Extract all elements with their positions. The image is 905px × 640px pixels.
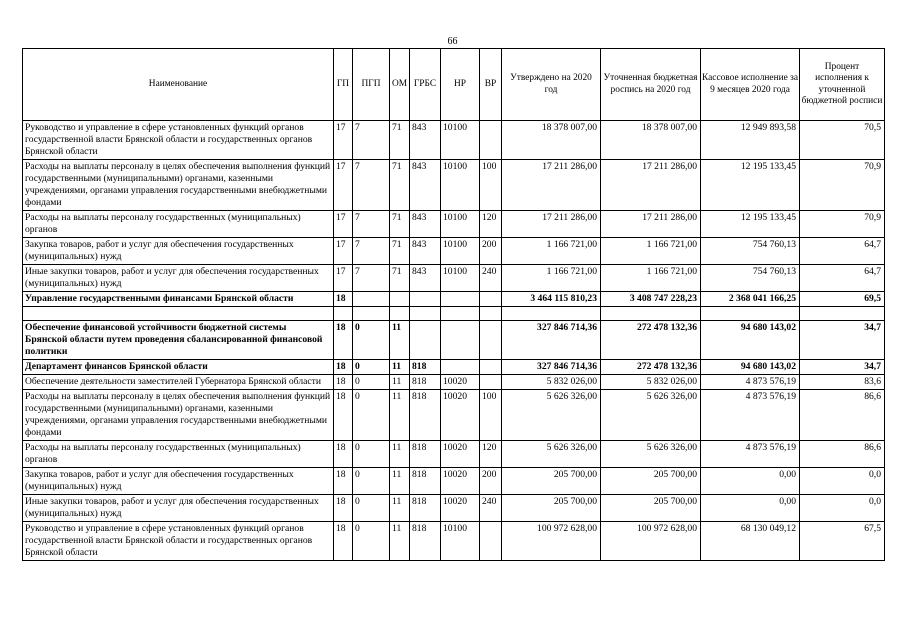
table-row bbox=[23, 522, 885, 561]
cell-om: 11 bbox=[390, 468, 410, 495]
table-row bbox=[23, 441, 885, 468]
cell-vr bbox=[480, 522, 502, 561]
cell-name: Иные закупки товаров, работ и услуг для обеспечения государственных (муниципальных) нужд bbox=[23, 495, 334, 522]
cell-pgp: 7 bbox=[353, 265, 390, 292]
cell-pgp: 7 bbox=[353, 121, 390, 160]
table-row bbox=[23, 211, 885, 238]
cell-grbs: 843 bbox=[410, 160, 441, 211]
col-header-gp: ГП bbox=[334, 49, 353, 121]
cell-name: Руководство и управление в сфере установленных функций органов государственной власти Брянской области и государственных органов Брянской области bbox=[23, 522, 334, 561]
cell-vr bbox=[480, 360, 502, 375]
page-number: 66 bbox=[447, 36, 458, 47]
cell-nr: 10100 bbox=[441, 160, 480, 211]
cell-percent: 64,7 bbox=[800, 238, 885, 265]
cell-om bbox=[390, 292, 410, 307]
cell-om: 71 bbox=[390, 265, 410, 292]
cell-approved: 5 626 326,00 bbox=[502, 441, 601, 468]
cell-name: Расходы на выплаты персоналу в целях обеспечения выполнения функций государственными (муниципальными) органами, казенными учреждениями, органами управления государственными внебюджетными фондами bbox=[23, 160, 334, 211]
cell-name: Департамент финансов Брянской области bbox=[23, 360, 334, 375]
cell-om: 71 bbox=[390, 121, 410, 160]
cell-gp: 18 bbox=[334, 360, 353, 375]
cell-pgp: 0 bbox=[353, 441, 390, 468]
cell-grbs: 843 bbox=[410, 238, 441, 265]
cell-nr bbox=[441, 307, 480, 321]
cell-nr: 10100 bbox=[441, 238, 480, 265]
cell-vr: 120 bbox=[480, 441, 502, 468]
cell-cash: 0,00 bbox=[701, 468, 800, 495]
cell-approved: 205 700,00 bbox=[502, 468, 601, 495]
col-header-approved: Утверждено на 2020 год bbox=[502, 49, 601, 121]
cell-gp: 17 bbox=[334, 238, 353, 265]
cell-pgp: 7 bbox=[353, 160, 390, 211]
cell-refined: 3 408 747 228,23 bbox=[601, 292, 701, 307]
cell-cash: 4 873 576,19 bbox=[701, 390, 800, 441]
cell-name: Закупка товаров, работ и услуг для обеспечения государственных (муниципальных) нужд bbox=[23, 468, 334, 495]
cell-percent: 83,6 bbox=[800, 375, 885, 390]
cell-percent: 70,9 bbox=[800, 160, 885, 211]
cell-nr: 10020 bbox=[441, 441, 480, 468]
cell-approved: 5 626 326,00 bbox=[502, 390, 601, 441]
cell-percent: 70,5 bbox=[800, 121, 885, 160]
cell-refined: 5 626 326,00 bbox=[601, 390, 701, 441]
cell-approved: 17 211 286,00 bbox=[502, 211, 601, 238]
col-header-vr: ВР bbox=[480, 49, 502, 121]
cell-cash: 754 760,13 bbox=[701, 265, 800, 292]
cell-refined: 5 832 026,00 bbox=[601, 375, 701, 390]
cell-refined: 100 972 628,00 bbox=[601, 522, 701, 561]
cell-gp: 18 bbox=[334, 522, 353, 561]
cell-percent: 64,7 bbox=[800, 265, 885, 292]
cell-refined: 5 626 326,00 bbox=[601, 441, 701, 468]
cell-refined bbox=[601, 307, 701, 321]
cell-om: 11 bbox=[390, 375, 410, 390]
cell-name: Расходы на выплаты персоналу в целях обеспечения выполнения функций государственными (муниципальными) органами, казенными учреждениями, органами управления государственными внебюджетными фондами bbox=[23, 390, 334, 441]
cell-om: 11 bbox=[390, 495, 410, 522]
table-row bbox=[23, 238, 885, 265]
cell-pgp bbox=[353, 307, 390, 321]
budget-table bbox=[22, 48, 885, 561]
cell-nr: 10100 bbox=[441, 522, 480, 561]
cell-pgp: 7 bbox=[353, 238, 390, 265]
cell-gp: 18 bbox=[334, 441, 353, 468]
cell-vr: 200 bbox=[480, 468, 502, 495]
cell-gp: 18 bbox=[334, 495, 353, 522]
col-header-percent: Процент исполнения к уточненной бюджетной росписи bbox=[800, 49, 885, 121]
col-header-pgp: ПГП bbox=[353, 49, 390, 121]
cell-name: Управление государственными финансами Брянской области bbox=[23, 292, 334, 307]
cell-percent: 69,5 bbox=[800, 292, 885, 307]
cell-cash: 68 130 049,12 bbox=[701, 522, 800, 561]
cell-om: 71 bbox=[390, 160, 410, 211]
table-row bbox=[23, 321, 885, 360]
cell-pgp: 0 bbox=[353, 321, 390, 360]
cell-approved: 205 700,00 bbox=[502, 495, 601, 522]
cell-vr: 120 bbox=[480, 211, 502, 238]
cell-pgp: 0 bbox=[353, 495, 390, 522]
cell-approved: 1 166 721,00 bbox=[502, 238, 601, 265]
cell-om: 71 bbox=[390, 238, 410, 265]
cell-percent: 86,6 bbox=[800, 390, 885, 441]
cell-cash: 94 680 143,02 bbox=[701, 321, 800, 360]
cell-cash: 754 760,13 bbox=[701, 238, 800, 265]
cell-name: Расходы на выплаты персоналу государственных (муниципальных) органов bbox=[23, 211, 334, 238]
cell-nr: 10100 bbox=[441, 121, 480, 160]
cell-nr bbox=[441, 321, 480, 360]
table-row bbox=[23, 265, 885, 292]
cell-percent: 86,6 bbox=[800, 441, 885, 468]
cell-nr: 10100 bbox=[441, 265, 480, 292]
cell-grbs bbox=[410, 321, 441, 360]
cell-gp: 17 bbox=[334, 160, 353, 211]
cell-refined: 205 700,00 bbox=[601, 495, 701, 522]
cell-approved: 5 832 026,00 bbox=[502, 375, 601, 390]
cell-om: 71 bbox=[390, 211, 410, 238]
cell-percent: 67,5 bbox=[800, 522, 885, 561]
cell-percent: 0,0 bbox=[800, 495, 885, 522]
cell-om bbox=[390, 307, 410, 321]
cell-vr: 240 bbox=[480, 495, 502, 522]
cell-pgp: 7 bbox=[353, 211, 390, 238]
cell-name: Иные закупки товаров, работ и услуг для обеспечения государственных (муниципальных) нужд bbox=[23, 265, 334, 292]
col-header-cash: Кассовое исполнение за 9 месяцев 2020 года bbox=[701, 49, 800, 121]
table-row bbox=[23, 360, 885, 375]
cell-name: Закупка товаров, работ и услуг для обеспечения государственных (муниципальных) нужд bbox=[23, 238, 334, 265]
cell-grbs bbox=[410, 292, 441, 307]
cell-gp: 18 bbox=[334, 292, 353, 307]
cell-approved: 18 378 007,00 bbox=[502, 121, 601, 160]
cell-vr bbox=[480, 375, 502, 390]
cell-pgp: 0 bbox=[353, 390, 390, 441]
cell-vr bbox=[480, 121, 502, 160]
cell-grbs: 818 bbox=[410, 495, 441, 522]
table-row bbox=[23, 375, 885, 390]
table-row bbox=[23, 160, 885, 211]
cell-refined: 18 378 007,00 bbox=[601, 121, 701, 160]
col-header-name: Наименование bbox=[23, 49, 334, 121]
table-header-row bbox=[23, 49, 885, 121]
cell-cash: 12 195 133,45 bbox=[701, 211, 800, 238]
cell-vr: 100 bbox=[480, 160, 502, 211]
table-row bbox=[23, 468, 885, 495]
cell-name bbox=[23, 307, 334, 321]
table-row bbox=[23, 292, 885, 307]
cell-gp: 18 bbox=[334, 375, 353, 390]
cell-grbs bbox=[410, 307, 441, 321]
table-body bbox=[23, 121, 885, 561]
cell-cash: 94 680 143,02 bbox=[701, 360, 800, 375]
cell-percent: 0,0 bbox=[800, 468, 885, 495]
cell-vr bbox=[480, 321, 502, 360]
cell-nr: 10020 bbox=[441, 495, 480, 522]
cell-cash: 2 368 041 166,25 bbox=[701, 292, 800, 307]
cell-refined: 272 478 132,36 bbox=[601, 321, 701, 360]
cell-vr: 100 bbox=[480, 390, 502, 441]
cell-approved bbox=[502, 307, 601, 321]
col-header-om: ОМ bbox=[390, 49, 410, 121]
cell-vr bbox=[480, 292, 502, 307]
cell-approved: 327 846 714,36 bbox=[502, 321, 601, 360]
cell-grbs: 818 bbox=[410, 522, 441, 561]
cell-gp: 17 bbox=[334, 265, 353, 292]
cell-name: Расходы на выплаты персоналу государственных (муниципальных) органов bbox=[23, 441, 334, 468]
cell-nr: 10100 bbox=[441, 211, 480, 238]
cell-refined: 1 166 721,00 bbox=[601, 265, 701, 292]
cell-gp: 18 bbox=[334, 321, 353, 360]
cell-refined: 17 211 286,00 bbox=[601, 160, 701, 211]
cell-nr: 10020 bbox=[441, 390, 480, 441]
cell-cash: 12 195 133,45 bbox=[701, 160, 800, 211]
table-row bbox=[23, 121, 885, 160]
cell-name: Обеспечение деятельности заместителей Губернатора Брянской области bbox=[23, 375, 334, 390]
table-row bbox=[23, 495, 885, 522]
cell-percent: 34,7 bbox=[800, 321, 885, 360]
cell-cash bbox=[701, 307, 800, 321]
cell-approved: 100 972 628,00 bbox=[502, 522, 601, 561]
cell-vr: 200 bbox=[480, 238, 502, 265]
cell-cash: 12 949 893,58 bbox=[701, 121, 800, 160]
cell-approved: 1 166 721,00 bbox=[502, 265, 601, 292]
cell-grbs: 818 bbox=[410, 375, 441, 390]
cell-gp: 18 bbox=[334, 468, 353, 495]
cell-nr: 10020 bbox=[441, 468, 480, 495]
cell-pgp: 0 bbox=[353, 468, 390, 495]
cell-refined: 17 211 286,00 bbox=[601, 211, 701, 238]
cell-name: Обеспечение финансовой устойчивости бюджетной системы Брянской области путем проведения сбалансированной финансовой политики bbox=[23, 321, 334, 360]
cell-refined: 1 166 721,00 bbox=[601, 238, 701, 265]
cell-percent: 70,9 bbox=[800, 211, 885, 238]
cell-grbs: 818 bbox=[410, 360, 441, 375]
cell-percent bbox=[800, 307, 885, 321]
cell-percent: 34,7 bbox=[800, 360, 885, 375]
cell-pgp: 0 bbox=[353, 522, 390, 561]
cell-om: 11 bbox=[390, 390, 410, 441]
cell-gp: 18 bbox=[334, 390, 353, 441]
cell-om: 11 bbox=[390, 441, 410, 468]
cell-grbs: 818 bbox=[410, 441, 441, 468]
cell-grbs: 843 bbox=[410, 211, 441, 238]
cell-grbs: 843 bbox=[410, 121, 441, 160]
cell-vr: 240 bbox=[480, 265, 502, 292]
cell-pgp: 0 bbox=[353, 360, 390, 375]
cell-cash: 0,00 bbox=[701, 495, 800, 522]
cell-nr bbox=[441, 292, 480, 307]
cell-approved: 327 846 714,36 bbox=[502, 360, 601, 375]
cell-vr bbox=[480, 307, 502, 321]
cell-pgp bbox=[353, 292, 390, 307]
col-header-grbs: ГРБС bbox=[410, 49, 441, 121]
cell-refined: 272 478 132,36 bbox=[601, 360, 701, 375]
table-row bbox=[23, 390, 885, 441]
cell-grbs: 818 bbox=[410, 390, 441, 441]
cell-refined: 205 700,00 bbox=[601, 468, 701, 495]
col-header-refined: Уточненная бюджетная роспись на 2020 год bbox=[601, 49, 701, 121]
table-spacer-row bbox=[23, 307, 885, 321]
cell-cash: 4 873 576,19 bbox=[701, 375, 800, 390]
cell-om: 11 bbox=[390, 360, 410, 375]
cell-grbs: 818 bbox=[410, 468, 441, 495]
cell-grbs: 843 bbox=[410, 265, 441, 292]
cell-gp: 17 bbox=[334, 121, 353, 160]
cell-nr bbox=[441, 360, 480, 375]
cell-gp: 17 bbox=[334, 211, 353, 238]
cell-om: 11 bbox=[390, 321, 410, 360]
cell-om: 11 bbox=[390, 522, 410, 561]
cell-nr: 10020 bbox=[441, 375, 480, 390]
cell-approved: 17 211 286,00 bbox=[502, 160, 601, 211]
cell-pgp: 0 bbox=[353, 375, 390, 390]
cell-gp bbox=[334, 307, 353, 321]
cell-name: Руководство и управление в сфере установленных функций органов государственной власти Брянской области и государственных органов Брянской области bbox=[23, 121, 334, 160]
cell-approved: 3 464 115 810,23 bbox=[502, 292, 601, 307]
col-header-nr: НР bbox=[441, 49, 480, 121]
cell-cash: 4 873 576,19 bbox=[701, 441, 800, 468]
